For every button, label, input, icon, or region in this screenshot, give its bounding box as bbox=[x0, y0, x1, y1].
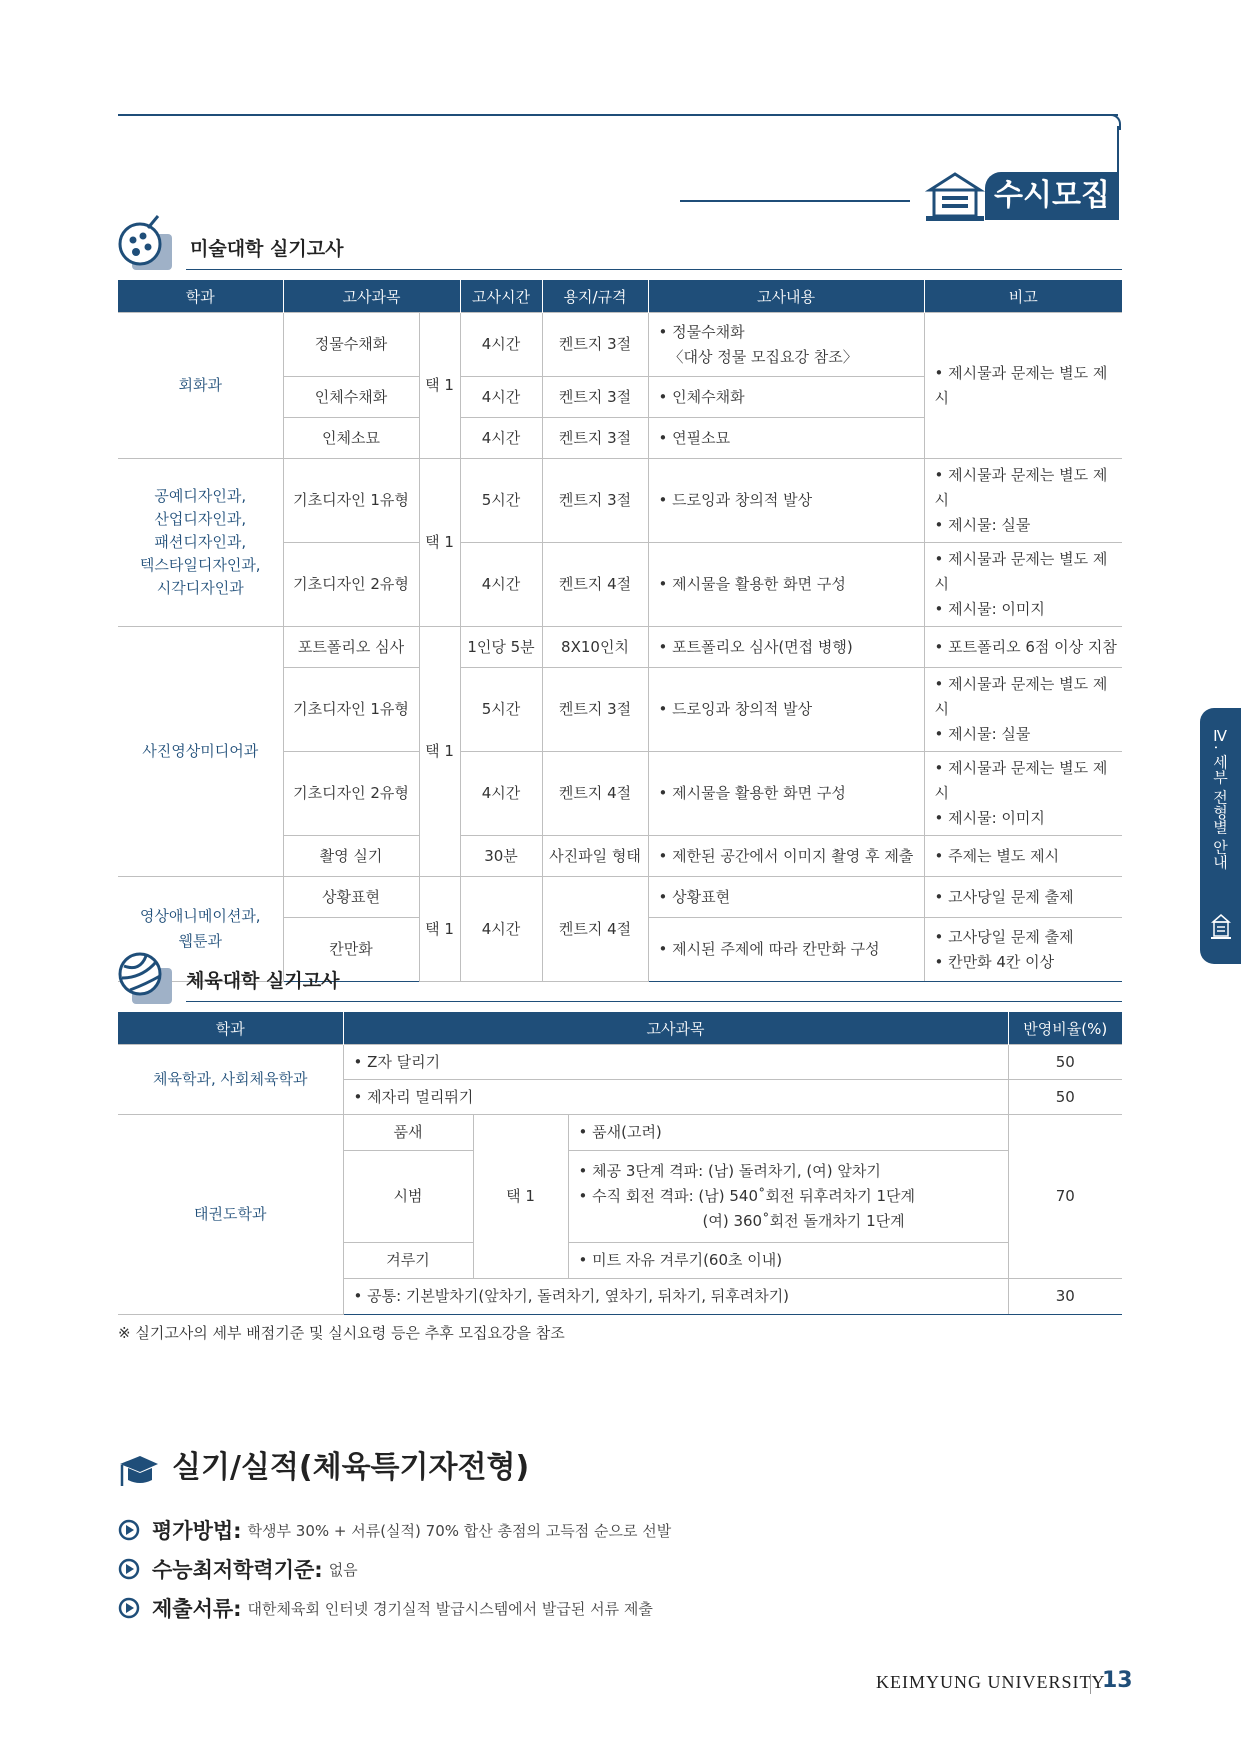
note-line: • 제시물: 실물 bbox=[934, 516, 1031, 534]
paper-cell: 켄트지 4절 bbox=[542, 877, 648, 982]
dept-line: 텍스타일디자인과, bbox=[139, 556, 261, 574]
page-number: 13 bbox=[1102, 1668, 1133, 1693]
header-line bbox=[680, 200, 910, 202]
time-cell: 4시간 bbox=[460, 418, 542, 459]
ratio-cell: 30 bbox=[1008, 1279, 1122, 1315]
item-label: 수능최저학력기준: bbox=[152, 1558, 323, 1582]
play-circle-icon bbox=[118, 1597, 140, 1619]
table-header-row bbox=[118, 1012, 1122, 1045]
note-cell: • 주제는 별도 제시 bbox=[924, 836, 1122, 877]
table-row bbox=[118, 313, 1122, 377]
subject-cell: 기초디자인 2유형 bbox=[283, 752, 419, 836]
table-header-row bbox=[118, 280, 1122, 313]
dept-cell: 태권도학과 bbox=[118, 1115, 343, 1315]
footer-separator bbox=[1090, 1674, 1091, 1694]
note-line: • 제시물과 문제는 별도 제시 bbox=[934, 466, 1108, 509]
art-section-title: 미술대학 실기고사 bbox=[190, 238, 344, 260]
note-line: • 제시물: 이미지 bbox=[934, 809, 1045, 827]
content-cell bbox=[568, 1151, 1008, 1243]
paper-cell: 켄트지 4절 bbox=[542, 752, 648, 836]
time-cell: 30분 bbox=[460, 836, 542, 877]
col-header-dept: 학과 bbox=[118, 280, 283, 313]
subject-cell: • 제자리 멀리뛰기 bbox=[343, 1080, 1008, 1115]
content-cell: • 포트폴리오 심사(면접 병행) bbox=[648, 627, 924, 668]
content-line: (여) 360˚회전 돌개차기 1단계 bbox=[702, 1212, 905, 1230]
content-cell: • 미트 자유 겨루기(60초 이내) bbox=[568, 1243, 1008, 1279]
time-cell: 4시간 bbox=[460, 877, 542, 982]
volleyball-icon bbox=[116, 948, 174, 1006]
chapter-side-tab-label: Ⅳ. 세부 전형별 안내 bbox=[1211, 726, 1229, 870]
content-cell: • 인체수채화 bbox=[648, 377, 924, 418]
note-cell bbox=[924, 459, 1122, 543]
item-label: 평가방법: bbox=[152, 1519, 242, 1543]
subject-cell: 인체소묘 bbox=[283, 418, 419, 459]
dept-line: 시각디자인과 bbox=[156, 579, 244, 597]
page-category-badge: 수시모집 bbox=[985, 172, 1119, 220]
time-cell: 5시간 bbox=[460, 668, 542, 752]
table-row bbox=[118, 877, 1122, 918]
content-cell bbox=[648, 313, 924, 377]
dept-line: 패션디자인과, bbox=[154, 533, 247, 551]
note-line: • 제시물과 문제는 별도 제시 bbox=[934, 759, 1108, 802]
pe-section-rule bbox=[186, 1001, 1122, 1002]
col-header-paper: 용지/규격 bbox=[542, 280, 648, 313]
content-cell: • 상황표현 bbox=[648, 877, 924, 918]
content-cell: • 드로잉과 창의적 발상 bbox=[648, 668, 924, 752]
pe-exam-table bbox=[118, 1012, 1122, 1315]
content-cell: • 품새(고려) bbox=[568, 1115, 1008, 1151]
event-cell: 시범 bbox=[343, 1151, 473, 1243]
art-section-rule bbox=[186, 269, 1122, 270]
ratio-cell: 70 bbox=[1008, 1115, 1122, 1279]
pe-section-title: 체육대학 실기고사 bbox=[186, 970, 340, 992]
table-row bbox=[118, 627, 1122, 668]
subject-cell: 정물수채화 bbox=[283, 313, 419, 377]
content-cell: • 제시된 주제에 따라 칸만화 구성 bbox=[648, 918, 924, 982]
note-cell: • 포트폴리오 6점 이상 지참 bbox=[924, 627, 1122, 668]
content-line: • 체공 3단계 격파: (남) 돌려차기, (여) 앞차기 bbox=[578, 1162, 881, 1180]
dept-line: 영상애니메이션과, bbox=[139, 907, 261, 925]
paper-cell: 켄트지 3절 bbox=[542, 377, 648, 418]
list-item bbox=[118, 1514, 671, 1546]
content-line: • 정물수채화 bbox=[658, 322, 745, 341]
dept-line: 공예디자인과, bbox=[154, 487, 247, 505]
content-line: 〈대상 정물 모집요강 참조〉 bbox=[668, 347, 858, 366]
note-cell bbox=[924, 752, 1122, 836]
content-cell: • 제한된 공간에서 이미지 촬영 후 제출 bbox=[648, 836, 924, 877]
paper-cell: 켄트지 3절 bbox=[542, 418, 648, 459]
note-line: • 제시물: 이미지 bbox=[934, 600, 1045, 618]
item-text: 없음 bbox=[328, 1560, 358, 1579]
note-cell bbox=[924, 543, 1122, 627]
school-building-icon bbox=[922, 168, 988, 224]
paper-cell: 사진파일 형태 bbox=[542, 836, 648, 877]
time-cell: 4시간 bbox=[460, 752, 542, 836]
school-building-icon bbox=[1210, 912, 1232, 942]
note-line: • 제시물과 문제는 별도 제시 bbox=[934, 675, 1108, 718]
content-line: • 수직 회전 격파: (남) 540˚회전 뒤후려차기 1단계 bbox=[578, 1187, 915, 1205]
table-row bbox=[118, 1115, 1122, 1151]
content-cell: • 제시물을 활용한 화면 구성 bbox=[648, 543, 924, 627]
col-header-ratio: 반영비율(%) bbox=[1008, 1012, 1122, 1045]
dept-cell: 사진영상미디어과 bbox=[118, 627, 283, 877]
time-cell: 1인당 5분 bbox=[460, 627, 542, 668]
list-item bbox=[118, 1553, 358, 1585]
item-text: 학생부 30% + 서류(실적) 70% 합산 총점의 고득점 순으로 선발 bbox=[247, 1521, 672, 1540]
col-header-subject: 고사과목 bbox=[343, 1012, 1008, 1045]
subject-cell: 기초디자인 2유형 bbox=[283, 543, 419, 627]
choose-cell: 택 1 bbox=[419, 877, 460, 982]
dept-line: 산업디자인과, bbox=[154, 510, 247, 528]
dept-cell: 회화과 bbox=[118, 313, 283, 459]
col-header-note: 비고 bbox=[924, 280, 1122, 313]
time-cell: 5시간 bbox=[460, 459, 542, 543]
list-item bbox=[118, 1592, 653, 1624]
paper-cell: 켄트지 3절 bbox=[542, 313, 648, 377]
art-exam-table bbox=[118, 280, 1122, 982]
subject-cell: 상황표현 bbox=[283, 877, 419, 918]
play-circle-icon bbox=[118, 1519, 140, 1541]
note-line: • 제시물: 실물 bbox=[934, 725, 1031, 743]
paper-cell: 켄트지 3절 bbox=[542, 668, 648, 752]
content-cell: • 공통: 기본발차기(앞차기, 돌려차기, 옆차기, 뒤차기, 뒤후려차기) bbox=[343, 1279, 1008, 1315]
choose-cell: 택 1 bbox=[419, 459, 460, 627]
note-cell bbox=[924, 918, 1122, 982]
content-cell: • 연필소묘 bbox=[648, 418, 924, 459]
choose-cell: 택 1 bbox=[419, 313, 460, 459]
play-circle-icon bbox=[118, 1558, 140, 1580]
event-cell: 겨루기 bbox=[343, 1243, 473, 1279]
subject-cell: 기초디자인 1유형 bbox=[283, 668, 419, 752]
dept-cell bbox=[118, 459, 283, 627]
subject-cell: 포트폴리오 심사 bbox=[283, 627, 419, 668]
item-label: 제출서류: bbox=[152, 1597, 242, 1621]
ratio-cell: 50 bbox=[1008, 1080, 1122, 1115]
content-cell: • 제시물을 활용한 화면 구성 bbox=[648, 752, 924, 836]
choose-cell: 택 1 bbox=[419, 627, 460, 877]
col-header-dept: 학과 bbox=[118, 1012, 343, 1045]
note-cell bbox=[924, 668, 1122, 752]
note-cell: • 제시물과 문제는 별도 제시 bbox=[924, 313, 1122, 459]
item-text: 대한체육회 인터넷 경기실적 발급시스템에서 발급된 서류 제출 bbox=[247, 1599, 653, 1618]
col-header-content: 고사내용 bbox=[648, 280, 924, 313]
table-row bbox=[118, 1045, 1122, 1080]
paper-cell: 8X10인치 bbox=[542, 627, 648, 668]
choose-cell: 택 1 bbox=[473, 1115, 568, 1279]
subject-cell: 기초디자인 1유형 bbox=[283, 459, 419, 543]
header-frame-top bbox=[118, 114, 1118, 116]
paper-cell: 켄트지 3절 bbox=[542, 459, 648, 543]
paper-cell: 켄트지 4절 bbox=[542, 543, 648, 627]
note-line: • 칸만화 4칸 이상 bbox=[934, 952, 1055, 971]
footer-university: KEIMYUNG UNIVERSITY bbox=[876, 1672, 1106, 1692]
col-header-subject: 고사과목 bbox=[283, 280, 460, 313]
note-cell: • 고사당일 문제 출제 bbox=[924, 877, 1122, 918]
subject-cell: 인체수채화 bbox=[283, 377, 419, 418]
note-line: • 제시물과 문제는 별도 제시 bbox=[934, 550, 1108, 593]
event-cell: 품새 bbox=[343, 1115, 473, 1151]
footnote: ※ 실기고사의 세부 배점기준 및 실시요령 등은 추후 모집요강을 참조 bbox=[118, 1324, 565, 1342]
subject-cell: 촬영 실기 bbox=[283, 836, 419, 877]
dept-cell: 체육학과, 사회체육학과 bbox=[118, 1045, 343, 1115]
time-cell: 4시간 bbox=[460, 313, 542, 377]
art-palette-icon bbox=[116, 214, 174, 272]
subject-cell: 칸만화 bbox=[283, 918, 419, 982]
table-row bbox=[118, 459, 1122, 543]
dept-line: 웹툰과 bbox=[178, 932, 222, 950]
subject-cell: • Z자 달리기 bbox=[343, 1045, 1008, 1080]
graduation-cap-icon bbox=[118, 1452, 158, 1488]
content-cell: • 드로잉과 창의적 발상 bbox=[648, 459, 924, 543]
ratio-cell: 50 bbox=[1008, 1045, 1122, 1080]
note-line: • 고사당일 문제 출제 bbox=[934, 927, 1074, 946]
special-section-title: 실기/실적(체육특기자전형) bbox=[172, 1450, 530, 1485]
time-cell: 4시간 bbox=[460, 377, 542, 418]
time-cell: 4시간 bbox=[460, 543, 542, 627]
col-header-time: 고사시간 bbox=[460, 280, 542, 313]
